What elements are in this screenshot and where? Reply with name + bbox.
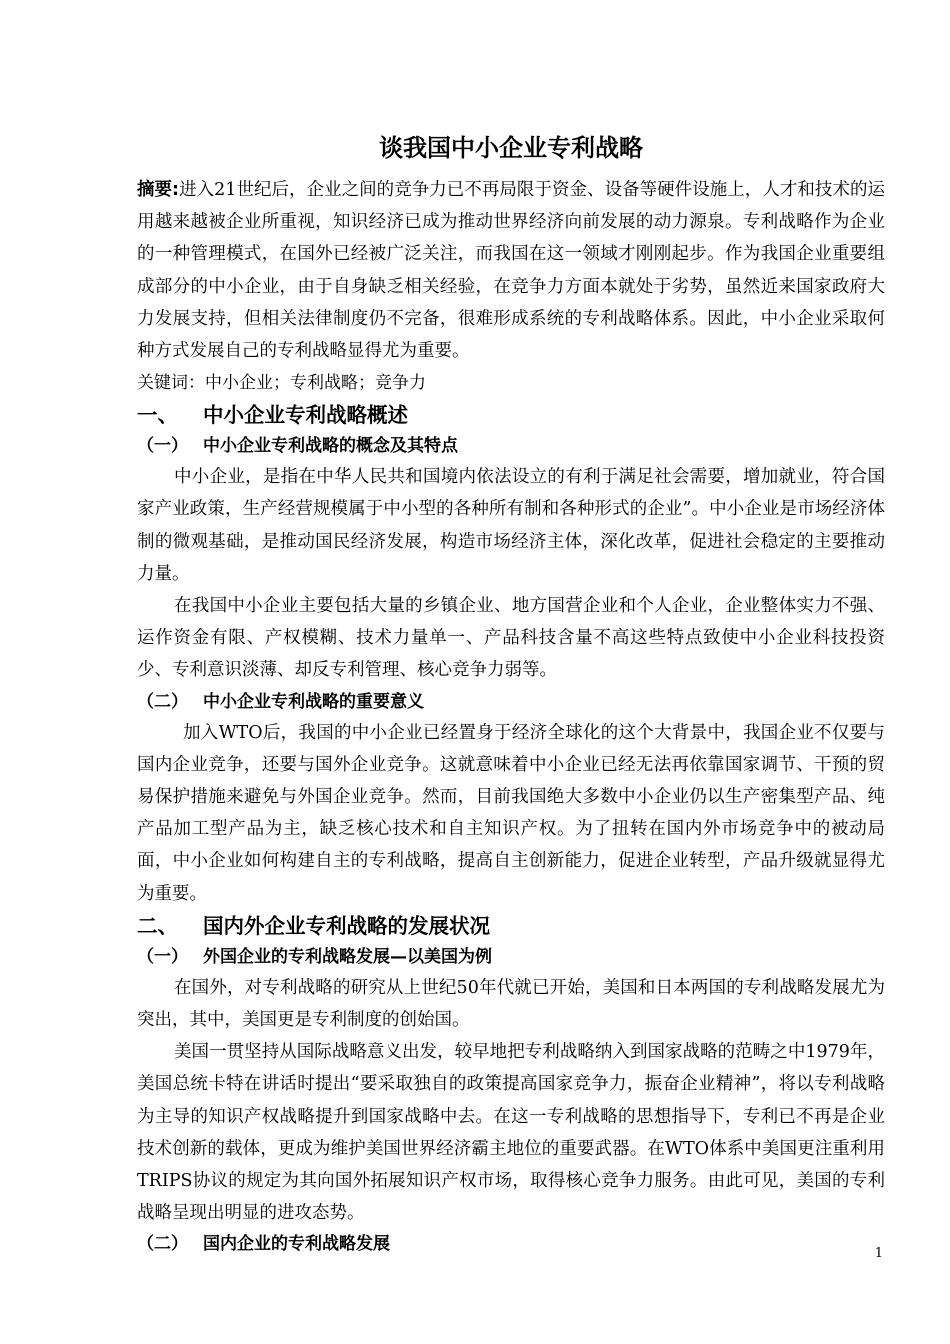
document-body (137, 128, 885, 1259)
section-1-number: 一、 (137, 403, 178, 428)
section-2-1-number: （一） (137, 946, 188, 967)
section-1-title: 中小企业专利战略概述 (203, 403, 408, 428)
section-2-heading (137, 910, 885, 942)
abstract-label: 摘要: (137, 180, 180, 200)
section-2-2-title: 国内企业的专利战略发展 (203, 1234, 390, 1255)
page-number: 1 (874, 1246, 883, 1261)
section-1-2-title: 中小企业专利战略的重要意义 (203, 691, 424, 712)
section-2-title: 国内外企业专利战略的发展状况 (203, 913, 490, 938)
section-1-2-paragraph-1: 加入WTO后，我国的中小企业已经置身于经济全球化的这个大背景中，我国企业不仅要与国内企业竞争，还要与国外企业竞争。这就意味着中小企业已经无法再依靠国家调节、干预的贸易保护措施来避免与外国企业竞争。然而，目前我国绝大多数中小企业仍以生产密集型产品、纯产品加工型产品为主，缺乏核心技术和自主知识产权。为了扭转在国内外市场竞争中的被动局面，中小企业如何构建自主的专利战略，提高自主创新能力，促进企业转型，产品升级就显得尤为重要。 (137, 722, 885, 904)
keywords-line: 关键词：中小企业；专利战略；竞争力 (137, 373, 426, 394)
section-1-1-paragraph-2: 在我国中小企业主要包括大量的乡镇企业、地方国营企业和个人企业，企业整体实力不强、运作资金有限、产权模糊、技术力量单一、产品科技含量不高这些特点致使中小企业科技投资少、专利意识淡薄、却反专利管理、核心竞争力弱等。 (137, 596, 885, 681)
section-1-heading (137, 399, 885, 431)
section-1-1-paragraph-1: 中小企业，是指在中华人民共和国境内依法设立的有利于满足社会需要，增加就业，符合国家产业政策，生产经营规模属于中小型的各种所有制和各种形式的企业”。中小企业是市场经济体制的微观基础，是推动国民经济发展，构造市场经济主体，深化改革，促进社会稳定的主要推动力量。 (137, 467, 885, 584)
section-2-2-heading (137, 1229, 885, 1259)
section-2-1-title: 外国企业的专利战略发展—以美国为例 (203, 946, 492, 967)
section-1-1-title: 中小企业专利战略的概念及其特点 (203, 436, 458, 457)
section-2-1-paragraph-2: 美国一贯坚持从国际战略意义出发，较早地把专利战略纳入到国家战略的范畴之中1979年，美国总统卡特在讲话时提出“要采取独自的政策提高国家竞争力，振奋企业精神”，将以专利战略为主导的知识产权战略提升到国家战略中去。在这一专利战略的思想指导下，专利已不再是企业技术创新的载体，更成为维护美国世界经济霸主地位的重要武器。在WTO体系中美国更注重利用TRIPS协议的规定为其向国外拓展知识产权市场，取得核心竞争力服务。由此可见，美国的专利战略呈现出明显的进攻态势。 (137, 1042, 885, 1224)
section-1-2-number: （二） (137, 691, 188, 712)
section-1-1-heading (137, 431, 885, 461)
section-2-2-number: （二） (137, 1234, 188, 1255)
abstract-text: 进入21世纪后，企业之间的竞争力已不再局限于资金、设备等硬件设施上，人才和技术的运用越来越被企业所重视，知识经济已成为推动世界经济向前发展的动力源泉。专利战略作为企业的一种管理模式，在国外已经被广泛关注，而我国在这一领域才刚刚起步。作为我国企业重要组成部分的中小企业，由于自身缺乏相关经验，在竞争力方面本就处于劣势，虽然近来国家政府大力发展支持，但相关法律制度仍不完备，很难形成系统的专利战略体系。因此，中小企业采取何种方式发展自己的专利战略显得尤为重要。 (137, 180, 886, 362)
abstract-paragraph (137, 174, 885, 367)
section-2-1-paragraph-1: 在国外，对专利战略的研究从上世纪50年代就已开始，美国和日本两国的专利战略发展尤为突出，其中，美国更是专利制度的创始国。 (137, 977, 885, 1031)
section-1-1-number: （一） (137, 436, 188, 457)
section-1-2-heading (137, 687, 885, 717)
document-title: 谈我国中小企业专利战略 (379, 134, 643, 162)
section-2-number: 二、 (137, 913, 178, 938)
section-2-1-heading (137, 942, 885, 972)
